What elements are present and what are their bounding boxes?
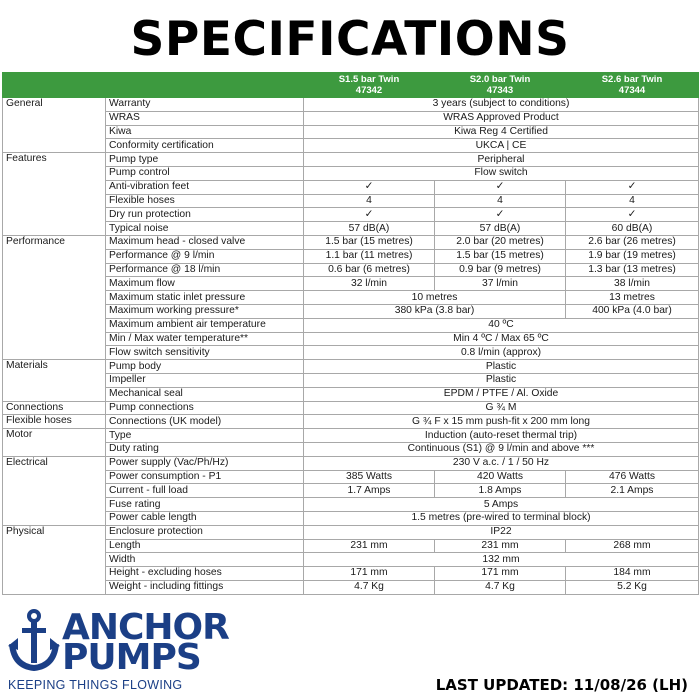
spec-value-cell: Plastic <box>304 360 699 374</box>
spec-value-cell: 1.7 Amps <box>304 484 435 498</box>
spec-value-cell: 57 dB(A) <box>435 222 566 236</box>
spec-label-cell: Maximum static inlet pressure <box>106 291 304 305</box>
page-title: SPECIFICATIONS <box>130 12 570 67</box>
table-row <box>3 387 699 401</box>
spec-value-cell: 385 Watts <box>304 470 435 484</box>
table-row <box>3 291 699 305</box>
spec-value-cell: 40 ºC <box>304 318 699 332</box>
table-row <box>3 304 699 318</box>
spec-label-cell: Pump body <box>106 360 304 374</box>
spec-label-cell: Maximum working pressure* <box>106 304 304 318</box>
spec-label-cell: Maximum ambient air temperature <box>106 318 304 332</box>
spec-value-cell: G ¾ F x 15 mm push-fit x 200 mm long <box>304 415 699 429</box>
spec-label-cell: Pump control <box>106 166 304 180</box>
table-row <box>3 194 699 208</box>
spec-value-cell: Plastic <box>304 373 699 387</box>
logo-text-pumps: PUMPS <box>62 637 201 678</box>
spec-value-cell: 1.3 bar (13 metres) <box>566 263 699 277</box>
spec-value-cell: 37 l/min <box>435 277 566 291</box>
spec-value-cell: 3 years (subject to conditions) <box>304 98 699 112</box>
spec-value-cell: 4.7 Kg <box>435 580 566 594</box>
spec-label-cell: Width <box>106 553 304 567</box>
spec-label-cell: Typical noise <box>106 222 304 236</box>
table-row <box>3 415 699 429</box>
spec-value-cell: WRAS Approved Product <box>304 111 699 125</box>
spec-value-cell: 1.8 Amps <box>435 484 566 498</box>
table-row <box>3 429 699 443</box>
model-header <box>304 73 435 98</box>
spec-value-cell: 184 mm <box>566 567 699 581</box>
spec-value-cell: 4 <box>566 194 699 208</box>
table-row <box>3 553 699 567</box>
spec-value-cell: 5 Amps <box>304 498 699 512</box>
spec-value-cell: 2.1 Amps <box>566 484 699 498</box>
spec-value-cell: 5.2 Kg <box>566 580 699 594</box>
model-header <box>566 73 699 98</box>
spec-value-cell: 60 dB(A) <box>566 222 699 236</box>
spec-label-cell: Pump type <box>106 153 304 167</box>
model-header <box>435 73 566 98</box>
table-row <box>3 525 699 539</box>
model-name: S2.6 bar Twin <box>601 74 663 85</box>
spec-value-cell: ✓ <box>566 180 699 194</box>
model-code: 47343 <box>486 85 514 96</box>
table-row <box>3 346 699 360</box>
spec-value-cell: 171 mm <box>435 567 566 581</box>
spec-label-cell: Anti-vibration feet <box>106 180 304 194</box>
spec-label-cell: Maximum head - closed valve <box>106 235 304 249</box>
spec-value-cell: ✓ <box>435 208 566 222</box>
spec-value-cell: Min 4 ºC / Max 65 ºC <box>304 332 699 346</box>
model-code: 47342 <box>355 85 383 96</box>
spec-label-cell: Enclosure protection <box>106 525 304 539</box>
spec-label-cell: Pump connections <box>106 401 304 415</box>
spec-value-cell: Induction (auto-reset thermal trip) <box>304 429 699 443</box>
spec-value-cell: 0.9 bar (9 metres) <box>435 263 566 277</box>
table-row <box>3 511 699 525</box>
spec-label-cell: Warranty <box>106 98 304 112</box>
spec-value-cell: 4 <box>304 194 435 208</box>
spec-label-cell: Height - excluding hoses <box>106 567 304 581</box>
spec-value-cell: 4 <box>435 194 566 208</box>
spec-value-cell: 400 kPa (4.0 bar) <box>566 304 699 318</box>
table-row <box>3 166 699 180</box>
spec-value-cell: ✓ <box>304 180 435 194</box>
category-cell: Flexible hoses <box>3 415 106 429</box>
spec-value-cell: 231 mm <box>304 539 435 553</box>
spec-value-cell: 1.5 metres (pre-wired to terminal block) <box>304 511 699 525</box>
spec-label-cell: Power supply (Vac/Ph/Hz) <box>106 456 304 470</box>
spec-label-cell: Conformity certification <box>106 139 304 153</box>
spec-value-cell: EPDM / PTFE / Al. Oxide <box>304 387 699 401</box>
table-row <box>3 498 699 512</box>
spec-value-cell: 57 dB(A) <box>304 222 435 236</box>
spec-value-cell: Peripheral <box>304 153 699 167</box>
spec-label-cell: Current - full load <box>106 484 304 498</box>
category-cell: Features <box>3 153 106 236</box>
header-blank-category <box>3 73 106 98</box>
spec-value-cell: 171 mm <box>304 567 435 581</box>
spec-value-cell: 268 mm <box>566 539 699 553</box>
specifications-table <box>2 72 699 595</box>
category-cell: Motor <box>3 429 106 457</box>
category-cell: Electrical <box>3 456 106 525</box>
spec-value-cell: 132 mm <box>304 553 699 567</box>
table-row <box>3 401 699 415</box>
spec-value-cell: 476 Watts <box>566 470 699 484</box>
logo-text-anchor: ANCHOR <box>62 607 229 648</box>
spec-value-cell: 13 metres <box>566 291 699 305</box>
spec-value-cell: ✓ <box>566 208 699 222</box>
spec-value-cell: 1.9 bar (19 metres) <box>566 249 699 263</box>
table-row <box>3 456 699 470</box>
spec-value-cell: 0.8 l/min (approx) <box>304 346 699 360</box>
table-row <box>3 470 699 484</box>
table-header-row <box>3 73 699 98</box>
spec-value-cell: 230 V a.c. / 1 / 50 Hz <box>304 456 699 470</box>
spec-label-cell: Duty rating <box>106 442 304 456</box>
spec-value-cell: 32 l/min <box>304 277 435 291</box>
spec-label-cell: Power cable length <box>106 511 304 525</box>
spec-value-cell: IP22 <box>304 525 699 539</box>
table-row <box>3 125 699 139</box>
spec-label-cell: Fuse rating <box>106 498 304 512</box>
spec-label-cell: Mechanical seal <box>106 387 304 401</box>
spec-value-cell: 2.6 bar (26 metres) <box>566 235 699 249</box>
spec-value-cell: 0.6 bar (6 metres) <box>304 263 435 277</box>
spec-label-cell: Weight - including fittings <box>106 580 304 594</box>
table-row <box>3 180 699 194</box>
table-row <box>3 222 699 236</box>
spec-value-cell: Kiwa Reg 4 Certified <box>304 125 699 139</box>
table-row <box>3 277 699 291</box>
table-row <box>3 373 699 387</box>
spec-value-cell: 2.0 bar (20 metres) <box>435 235 566 249</box>
spec-value-cell: 10 metres <box>304 291 566 305</box>
spec-label-cell: Length <box>106 539 304 553</box>
category-cell: Connections <box>3 401 106 415</box>
spec-value-cell: ✓ <box>435 180 566 194</box>
last-updated-label: LAST UPDATED: 11/08/26 (LH) <box>435 676 688 694</box>
model-name: S1.5 bar Twin <box>338 74 400 85</box>
table-row <box>3 263 699 277</box>
spec-value-cell: 4.7 Kg <box>304 580 435 594</box>
spec-value-cell: 38 l/min <box>566 277 699 291</box>
table-row <box>3 139 699 153</box>
company-logo <box>8 608 253 694</box>
spec-value-cell: 380 kPa (3.8 bar) <box>304 304 566 318</box>
table-row <box>3 111 699 125</box>
spec-value-cell: UKCA | CE <box>304 139 699 153</box>
spec-label-cell: Flexible hoses <box>106 194 304 208</box>
spec-value-cell: 420 Watts <box>435 470 566 484</box>
table-row <box>3 360 699 374</box>
spec-label-cell: WRAS <box>106 111 304 125</box>
spec-value-cell: Continuous (S1) @ 9 l/min and above *** <box>304 442 699 456</box>
table-row <box>3 580 699 594</box>
category-cell: General <box>3 98 106 153</box>
category-cell: Physical <box>3 525 106 594</box>
table-row <box>3 442 699 456</box>
spec-label-cell: Performance @ 9 l/min <box>106 249 304 263</box>
spec-label-cell: Min / Max water temperature** <box>106 332 304 346</box>
spec-label-cell: Type <box>106 429 304 443</box>
spec-value-cell: 231 mm <box>435 539 566 553</box>
spec-value-cell: 1.1 bar (11 metres) <box>304 249 435 263</box>
model-code: 47344 <box>618 85 646 96</box>
table-row <box>3 567 699 581</box>
table-row <box>3 98 699 112</box>
spec-label-cell: Dry run protection <box>106 208 304 222</box>
category-cell: Performance <box>3 235 106 359</box>
table-row <box>3 153 699 167</box>
spec-value-cell: Flow switch <box>304 166 699 180</box>
table-row <box>3 539 699 553</box>
spec-value-cell: G ¾ M <box>304 401 699 415</box>
spec-value-cell: 1.5 bar (15 metres) <box>435 249 566 263</box>
spec-label-cell: Kiwa <box>106 125 304 139</box>
spec-label-cell: Power consumption - P1 <box>106 470 304 484</box>
anchor-icon <box>8 608 60 672</box>
logo-tagline: KEEPING THINGS FLOWING <box>8 678 183 692</box>
table-row <box>3 484 699 498</box>
spec-label-cell: Performance @ 18 l/min <box>106 263 304 277</box>
spec-label-cell: Impeller <box>106 373 304 387</box>
spec-label-cell: Flow switch sensitivity <box>106 346 304 360</box>
category-cell: Materials <box>3 360 106 401</box>
spec-value-cell: ✓ <box>304 208 435 222</box>
table-row <box>3 208 699 222</box>
table-row <box>3 249 699 263</box>
table-row <box>3 332 699 346</box>
spec-label-cell: Connections (UK model) <box>106 415 304 429</box>
spec-value-cell: 1.5 bar (15 metres) <box>304 235 435 249</box>
header-blank-label <box>106 73 304 98</box>
table-row <box>3 235 699 249</box>
table-row <box>3 318 699 332</box>
model-name: S2.0 bar Twin <box>469 74 531 85</box>
spec-label-cell: Maximum flow <box>106 277 304 291</box>
specifications-body <box>3 98 699 595</box>
